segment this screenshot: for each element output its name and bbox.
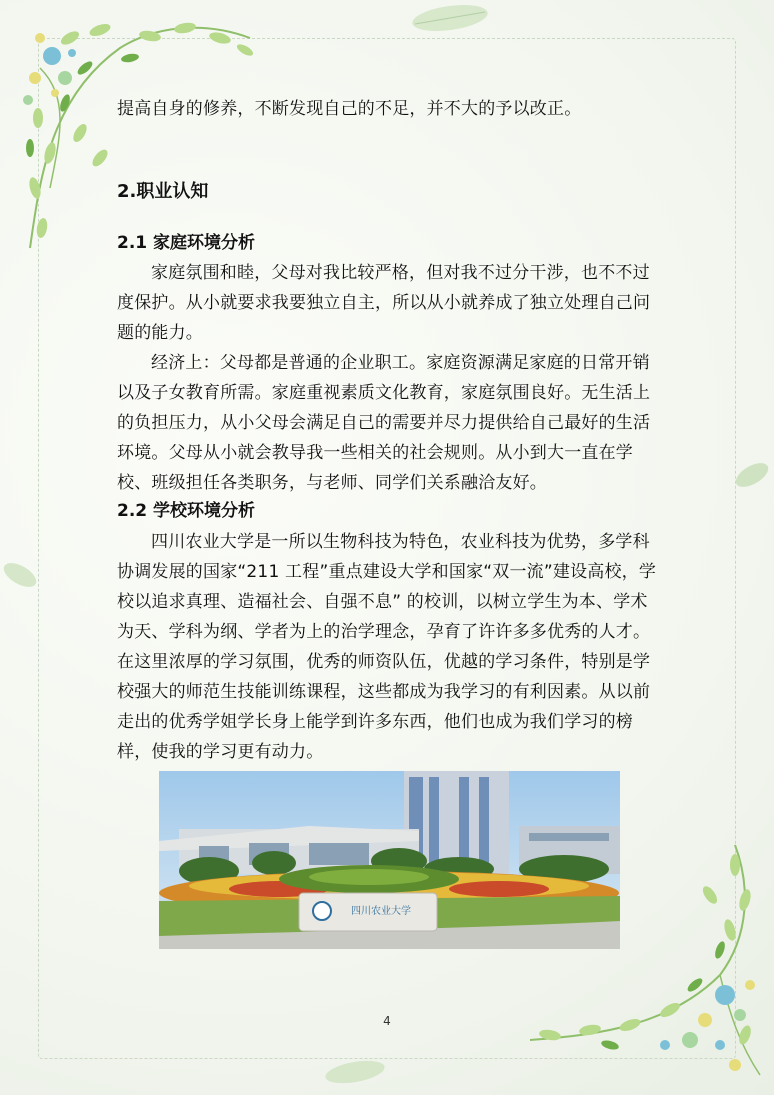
family-paragraph-1: 家庭氛围和睦，父母对我比较严格，但对我不过分干涉，也不不过度保护。从小就要求我要独立自主，所以从小就养成了独立处理自己问题的能力。: [117, 263, 651, 343]
intro-line: 提高自身的修养，不断发现自己的不足，并不大的予以改正。: [117, 99, 582, 119]
leaf-garland-top-left: [10, 8, 260, 258]
section-heading: 2.职业认知: [117, 181, 209, 202]
campus-sign-text: 四川农业大学: [351, 906, 411, 917]
leaf-left-edge: [0, 555, 42, 595]
school-heading: 2.2 学校环境分析: [117, 501, 256, 521]
family-section: [117, 258, 662, 498]
page-number: 4: [383, 1014, 391, 1028]
campus-photo: [159, 771, 620, 949]
school-section: [117, 527, 662, 767]
leaf-right-edge: [732, 455, 774, 495]
leaf-bottom-center: [320, 1052, 390, 1092]
family-paragraph-2: 经济上：父母都是普通的企业职工。家庭资源满足家庭的日常开销以及子女教育所需。家庭重视素质文化教育，家庭氛围良好。无生活上的负担压力，从小父母会满足自己的需要并尽力提供给自己最好的生活环境。父母从小就会教导我一些相关的社会规则。从小到大一直在学校、班级担任各类职务，与老师、同学们关系融洽友好。: [117, 353, 651, 493]
family-heading: 2.1 家庭环境分析: [117, 233, 256, 253]
leaf-top-center: [405, 0, 495, 40]
school-paragraph-1: 四川农业大学是一所以生物科技为特色，农业科技为优势，多学科协调发展的国家“211 工程”重点建设大学和国家“双一流”建设高校，学校以追求真理、造福社会、自强不息” 的校训，以树立学生为本、学术为天、学科为纲、学者为上的治学理念，孕育了许许多多优秀的人才。在这里浓厚的学习氛围，优秀的师资队伍，优越的学习条件，特别是学校强大的师范生技能训练课程，这些都成为我学习的有利因素。从以前走出的优秀学姐学长身上能学到许多东西，他们也成为我们学习的榜样，使我的学习更有动力。: [117, 532, 657, 762]
